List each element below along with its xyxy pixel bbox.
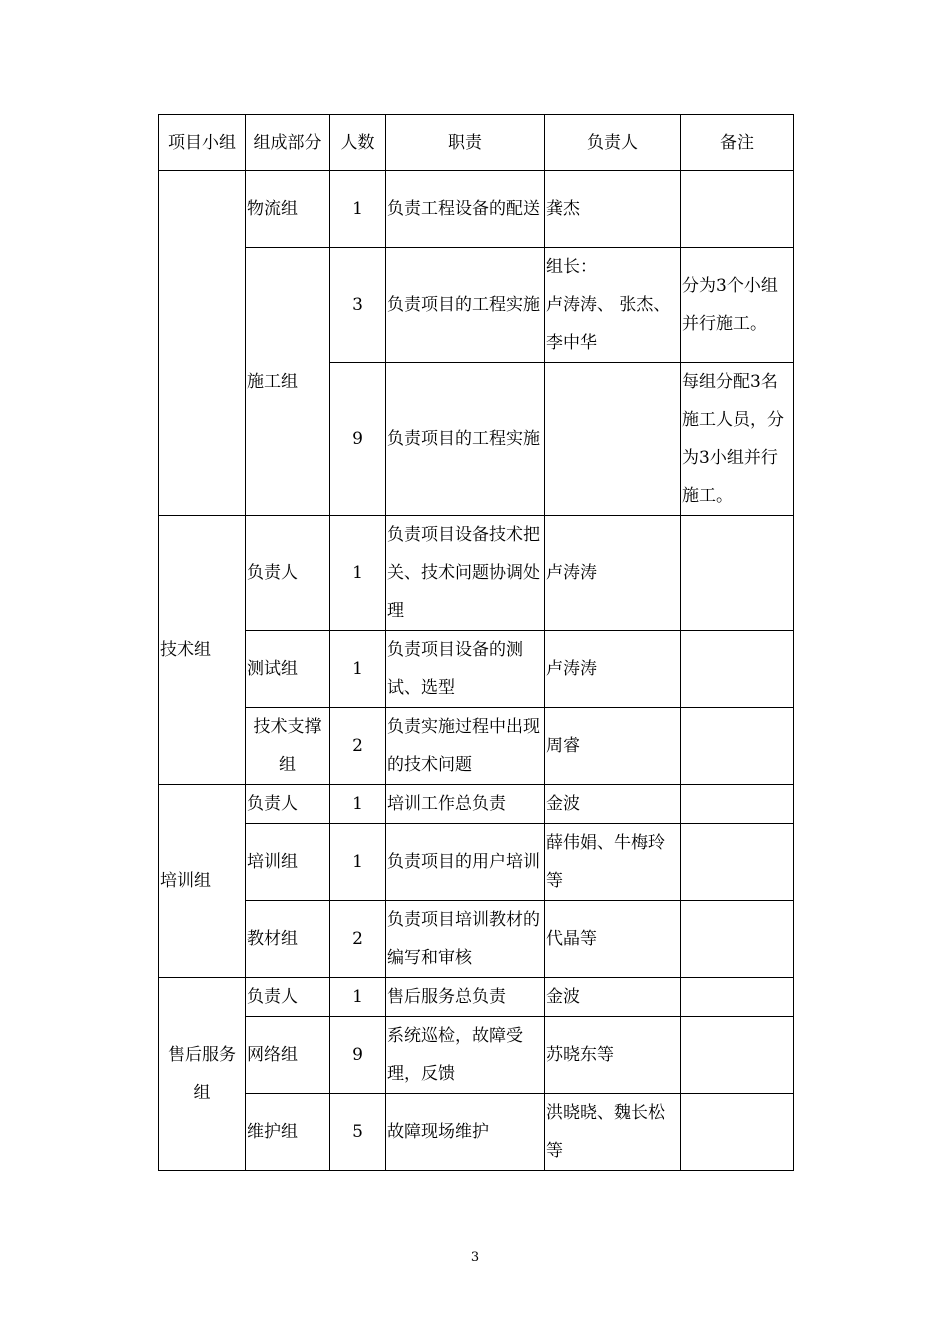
duty-cell: 负责项目设备技术把关、技术问题协调处理: [386, 516, 545, 631]
lead-cell: 卢涛涛: [545, 516, 681, 631]
headcount-cell: 2: [330, 708, 386, 785]
component-cell: 负责人: [246, 978, 330, 1017]
lead-cell: 金波: [545, 978, 681, 1017]
header-component: 组成部分: [246, 115, 330, 171]
table-row: [159, 631, 794, 708]
table-row: [159, 1094, 794, 1171]
headcount-cell: 1: [330, 516, 386, 631]
lead-cell: 金波: [545, 785, 681, 824]
component-cell: 负责人: [246, 785, 330, 824]
table-row: [159, 785, 794, 824]
duty-cell: 负责项目的用户培训: [386, 824, 545, 901]
duty-cell: 负责实施过程中出现的技术问题: [386, 708, 545, 785]
component-cell: 施工组: [246, 248, 330, 516]
table-row: [159, 516, 794, 631]
headcount-cell: 9: [330, 363, 386, 516]
table-row: [159, 824, 794, 901]
table-row: [159, 248, 794, 363]
table-row: [159, 171, 794, 248]
duty-cell: 培训工作总负责: [386, 785, 545, 824]
lead-cell: 洪晓晓、魏长松等: [545, 1094, 681, 1171]
header-note: 备注: [681, 115, 794, 171]
duty-cell: 负责项目设备的测试、选型: [386, 631, 545, 708]
note-cell: [681, 1017, 794, 1094]
note-cell: [681, 631, 794, 708]
duty-cell: 负责项目的工程实施: [386, 363, 545, 516]
lead-cell: 卢涛涛: [545, 631, 681, 708]
component-cell: 测试组: [246, 631, 330, 708]
duty-cell: 系统巡检，故障受理，反馈: [386, 1017, 545, 1094]
headcount-cell: 9: [330, 1017, 386, 1094]
lead-cell: 组长： 卢涛涛、 张杰、李中华: [545, 248, 681, 363]
group-name-cell: 培训组: [159, 785, 246, 978]
lead-cell: 薛伟娟、牛梅玲等: [545, 824, 681, 901]
duty-cell: 负责项目的工程实施: [386, 248, 545, 363]
group-name-cell: [159, 171, 246, 516]
note-cell: [681, 785, 794, 824]
note-cell: [681, 901, 794, 978]
project-team-table: [158, 114, 794, 1171]
headcount-cell: 3: [330, 248, 386, 363]
lead-cell: [545, 363, 681, 516]
lead-cell: 周睿: [545, 708, 681, 785]
headcount-cell: 1: [330, 171, 386, 248]
table-row: [159, 978, 794, 1017]
note-cell: 分为3个小组并行施工。: [681, 248, 794, 363]
table-row: [159, 708, 794, 785]
header-project-group: 项目小组: [159, 115, 246, 171]
header-headcount: 人数: [330, 115, 386, 171]
component-cell: 物流组: [246, 171, 330, 248]
duty-cell: 售后服务总负责: [386, 978, 545, 1017]
component-cell: 教材组: [246, 901, 330, 978]
component-cell: 培训组: [246, 824, 330, 901]
component-cell: 网络组: [246, 1017, 330, 1094]
header-duty: 职责: [386, 115, 545, 171]
group-name-cell: 售后服务组: [159, 978, 246, 1171]
note-cell: [681, 516, 794, 631]
table-row: [159, 1017, 794, 1094]
headcount-cell: 2: [330, 901, 386, 978]
component-cell: 负责人: [246, 516, 330, 631]
component-cell: 维护组: [246, 1094, 330, 1171]
duty-cell: 故障现场维护: [386, 1094, 545, 1171]
note-cell: [681, 824, 794, 901]
duty-cell: 负责工程设备的配送: [386, 171, 545, 248]
note-cell: [681, 708, 794, 785]
page-number: 3: [470, 1250, 480, 1265]
note-cell: [681, 1094, 794, 1171]
headcount-cell: 1: [330, 824, 386, 901]
note-cell: [681, 978, 794, 1017]
headcount-cell: 5: [330, 1094, 386, 1171]
headcount-cell: 1: [330, 631, 386, 708]
group-name-cell: 技术组: [159, 516, 246, 785]
headcount-cell: 1: [330, 785, 386, 824]
lead-cell: 苏晓东等: [545, 1017, 681, 1094]
note-cell: [681, 171, 794, 248]
header-lead: 负责人: [545, 115, 681, 171]
headcount-cell: 1: [330, 978, 386, 1017]
lead-cell: 代晶等: [545, 901, 681, 978]
lead-cell: 龚杰: [545, 171, 681, 248]
note-cell: 每组分配3名施工人员，分为3小组并行施工。: [681, 363, 794, 516]
table-row: [159, 901, 794, 978]
table-header-row: [159, 115, 794, 171]
component-cell: 技术支撑组: [246, 708, 330, 785]
duty-cell: 负责项目培训教材的编写和审核: [386, 901, 545, 978]
